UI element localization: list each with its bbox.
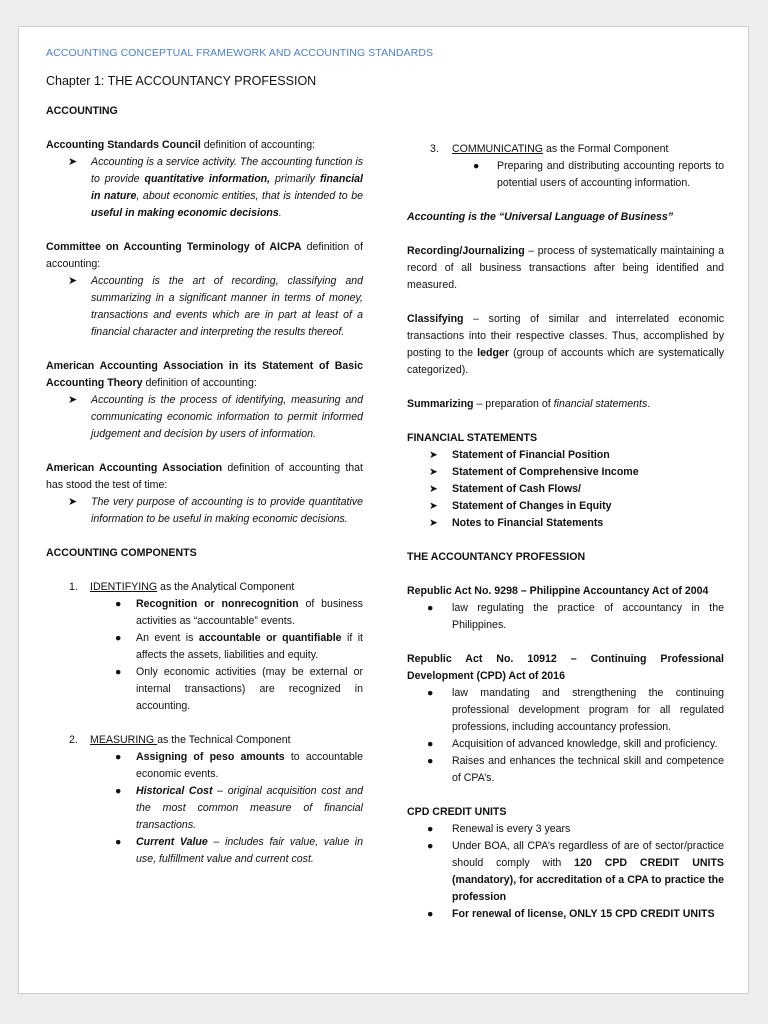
list-item: ● Current Value – includes fair value, value in use, fulfillment value and current cost. xyxy=(115,836,363,865)
asc-intro: Accounting Standards Council definition of accounting: xyxy=(46,139,316,151)
bullet-icon: ● xyxy=(427,755,434,767)
arrow-bullet-icon: ➤ xyxy=(429,517,438,529)
list-item: ● Assigning of peso amounts to accountable economic events. xyxy=(115,751,364,780)
aaa2-definition: ➤ The very purpose of accounting is to provide quantitative information to be useful in making economic decisions. xyxy=(68,496,363,525)
list-item: ➤ Statement of Comprehensive Income xyxy=(407,464,724,481)
list-item: ● law mandating and strengthening the continuing professional development program for all regulated professions, including accountancy profession. xyxy=(427,687,724,733)
bullet-icon: ● xyxy=(115,751,122,763)
recording-definition: Recording/Journalizing – process of systematically maintaining a record of all business transactions after being identified and measured. xyxy=(407,245,724,291)
bullet-icon: ● xyxy=(427,823,434,835)
aaa1-definition: ➤ Accounting is the process of identifying, measuring and communicating economic information to permit informed judgement and decision by users of information. xyxy=(68,394,363,440)
list-item: ● For renewal of license, ONLY 15 CPD CREDIT UNITS xyxy=(407,906,724,923)
component-communicating: 3. COMMUNICATING as the Formal Component xyxy=(430,143,669,155)
bullet-icon: ● xyxy=(115,785,122,797)
arrow-bullet-icon: ➤ xyxy=(429,466,438,478)
ra9298-title: Republic Act No. 9298 – Philippine Accountancy Act of 2004 xyxy=(407,585,709,597)
list-item: ● An event is accountable or quantifiable if it affects the assets, liabilities and equity. xyxy=(115,632,364,661)
document-page xyxy=(18,26,749,994)
chapter-title: Chapter 1: THE ACCOUNTANCY PROFESSION xyxy=(46,74,317,88)
aaa2-intro: American Accounting Association definition of accounting that has stood the test of time: xyxy=(46,462,363,491)
heading-components: ACCOUNTING COMPONENTS xyxy=(46,547,197,559)
heading-financial-statements: FINANCIAL STATEMENTS xyxy=(407,432,538,444)
arrow-bullet-icon: ➤ xyxy=(429,500,438,512)
list-item: ➤ Statement of Cash Flows/ xyxy=(407,481,724,498)
bullet-icon: ● xyxy=(115,598,122,610)
heading-cpd-credit-units: CPD CREDIT UNITS xyxy=(407,806,507,818)
bullet-icon: ● xyxy=(427,840,434,852)
aicpa-intro: Committee on Accounting Terminology of AICPA definition of accounting: xyxy=(46,241,363,270)
list-item: ● Historical Cost – original acquisition cost and the most common measure of financial transactions. xyxy=(115,785,363,831)
list-item: ● Renewal is every 3 years xyxy=(407,821,724,838)
component-identifying: 1. IDENTIFYING as the Analytical Component xyxy=(69,581,295,593)
list-item: ● Preparing and distributing accounting reports to potential users of accounting information. xyxy=(473,160,724,189)
bullet-icon: ● xyxy=(473,160,480,172)
list-item: ➤ Statement of Financial Position xyxy=(407,447,724,464)
heading-accountancy-profession: THE ACCOUNTANCY PROFESSION xyxy=(407,551,586,563)
universal-language: Accounting is the “Universal Language of Business” xyxy=(407,211,674,223)
aicpa-definition: ➤ Accounting is the art of recording, classifying and summarizing in a significant manner in terms of money, transactions and events which are in part at least of a financial character and interpreting the results thereof. xyxy=(68,275,363,338)
arrow-bullet-icon: ➤ xyxy=(429,449,438,461)
bullet-icon: ● xyxy=(427,738,434,750)
arrow-bullet-icon: ➤ xyxy=(68,394,78,406)
bullet-icon: ● xyxy=(427,908,434,920)
list-item: ● Only economic activities (may be external or internal transactions) are recognized in accounting. xyxy=(115,666,363,712)
list-item: ● Recognition or nonrecognition of business activities as “accountable” events. xyxy=(115,598,363,627)
classifying-definition: Classifying – sorting of similar and interrelated economic transactions into their respective classes. Thus, accomplished by posting to the ledger (group of accounts which are systematically categorized). xyxy=(407,313,724,376)
list-item: ● Acquisition of advanced knowledge, skill and proficiency. xyxy=(407,736,724,753)
ra10912-title: Republic Act No. 10912 – Continuing Professional Development (CPD) Act of 2016 xyxy=(407,653,724,682)
aaa1-intro: American Accounting Association in its Statement of Basic Accounting Theory definition of accounting: xyxy=(46,360,363,389)
list-item: ● Under BOA, all CPA’s regardless of are of sector/practice should comply with 120 CPD CREDIT UNITS (mandatory), for accreditation of a CPA to practice the profession xyxy=(427,840,724,903)
arrow-bullet-icon: ➤ xyxy=(68,275,78,287)
asc-definition: ➤ Accounting is a service activity. The accounting function is to provide quantitative information, primarily financial in nature, about economic entities, that is intended to be useful in making economic decisions. xyxy=(68,156,364,219)
list-item: ➤ Statement of Changes in Equity xyxy=(407,498,724,515)
bullet-icon: ● xyxy=(427,687,434,699)
arrow-bullet-icon: ➤ xyxy=(68,156,78,168)
arrow-bullet-icon: ➤ xyxy=(68,496,78,508)
bullet-icon: ● xyxy=(427,602,434,614)
heading-accounting: ACCOUNTING xyxy=(46,105,118,117)
bullet-icon: ● xyxy=(115,632,122,644)
bullet-icon: ● xyxy=(115,666,122,678)
list-item: ➤ Notes to Financial Statements xyxy=(407,515,724,532)
left-column xyxy=(46,103,363,868)
summarizing-definition: Summarizing – preparation of financial statements. xyxy=(407,398,651,410)
bullet-icon: ● xyxy=(115,836,122,848)
right-column xyxy=(407,141,724,923)
component-measuring: 2. MEASURING as the Technical Component xyxy=(69,734,291,746)
arrow-bullet-icon: ➤ xyxy=(429,483,438,495)
list-item: ● Raises and enhances the technical skill and competence of CPA’s. xyxy=(427,755,724,784)
document-header: ACCOUNTING CONCEPTUAL FRAMEWORK AND ACCOUNTING STANDARDS xyxy=(46,47,434,59)
list-item: ● law regulating the practice of accountancy in the Philippines. xyxy=(427,602,724,631)
